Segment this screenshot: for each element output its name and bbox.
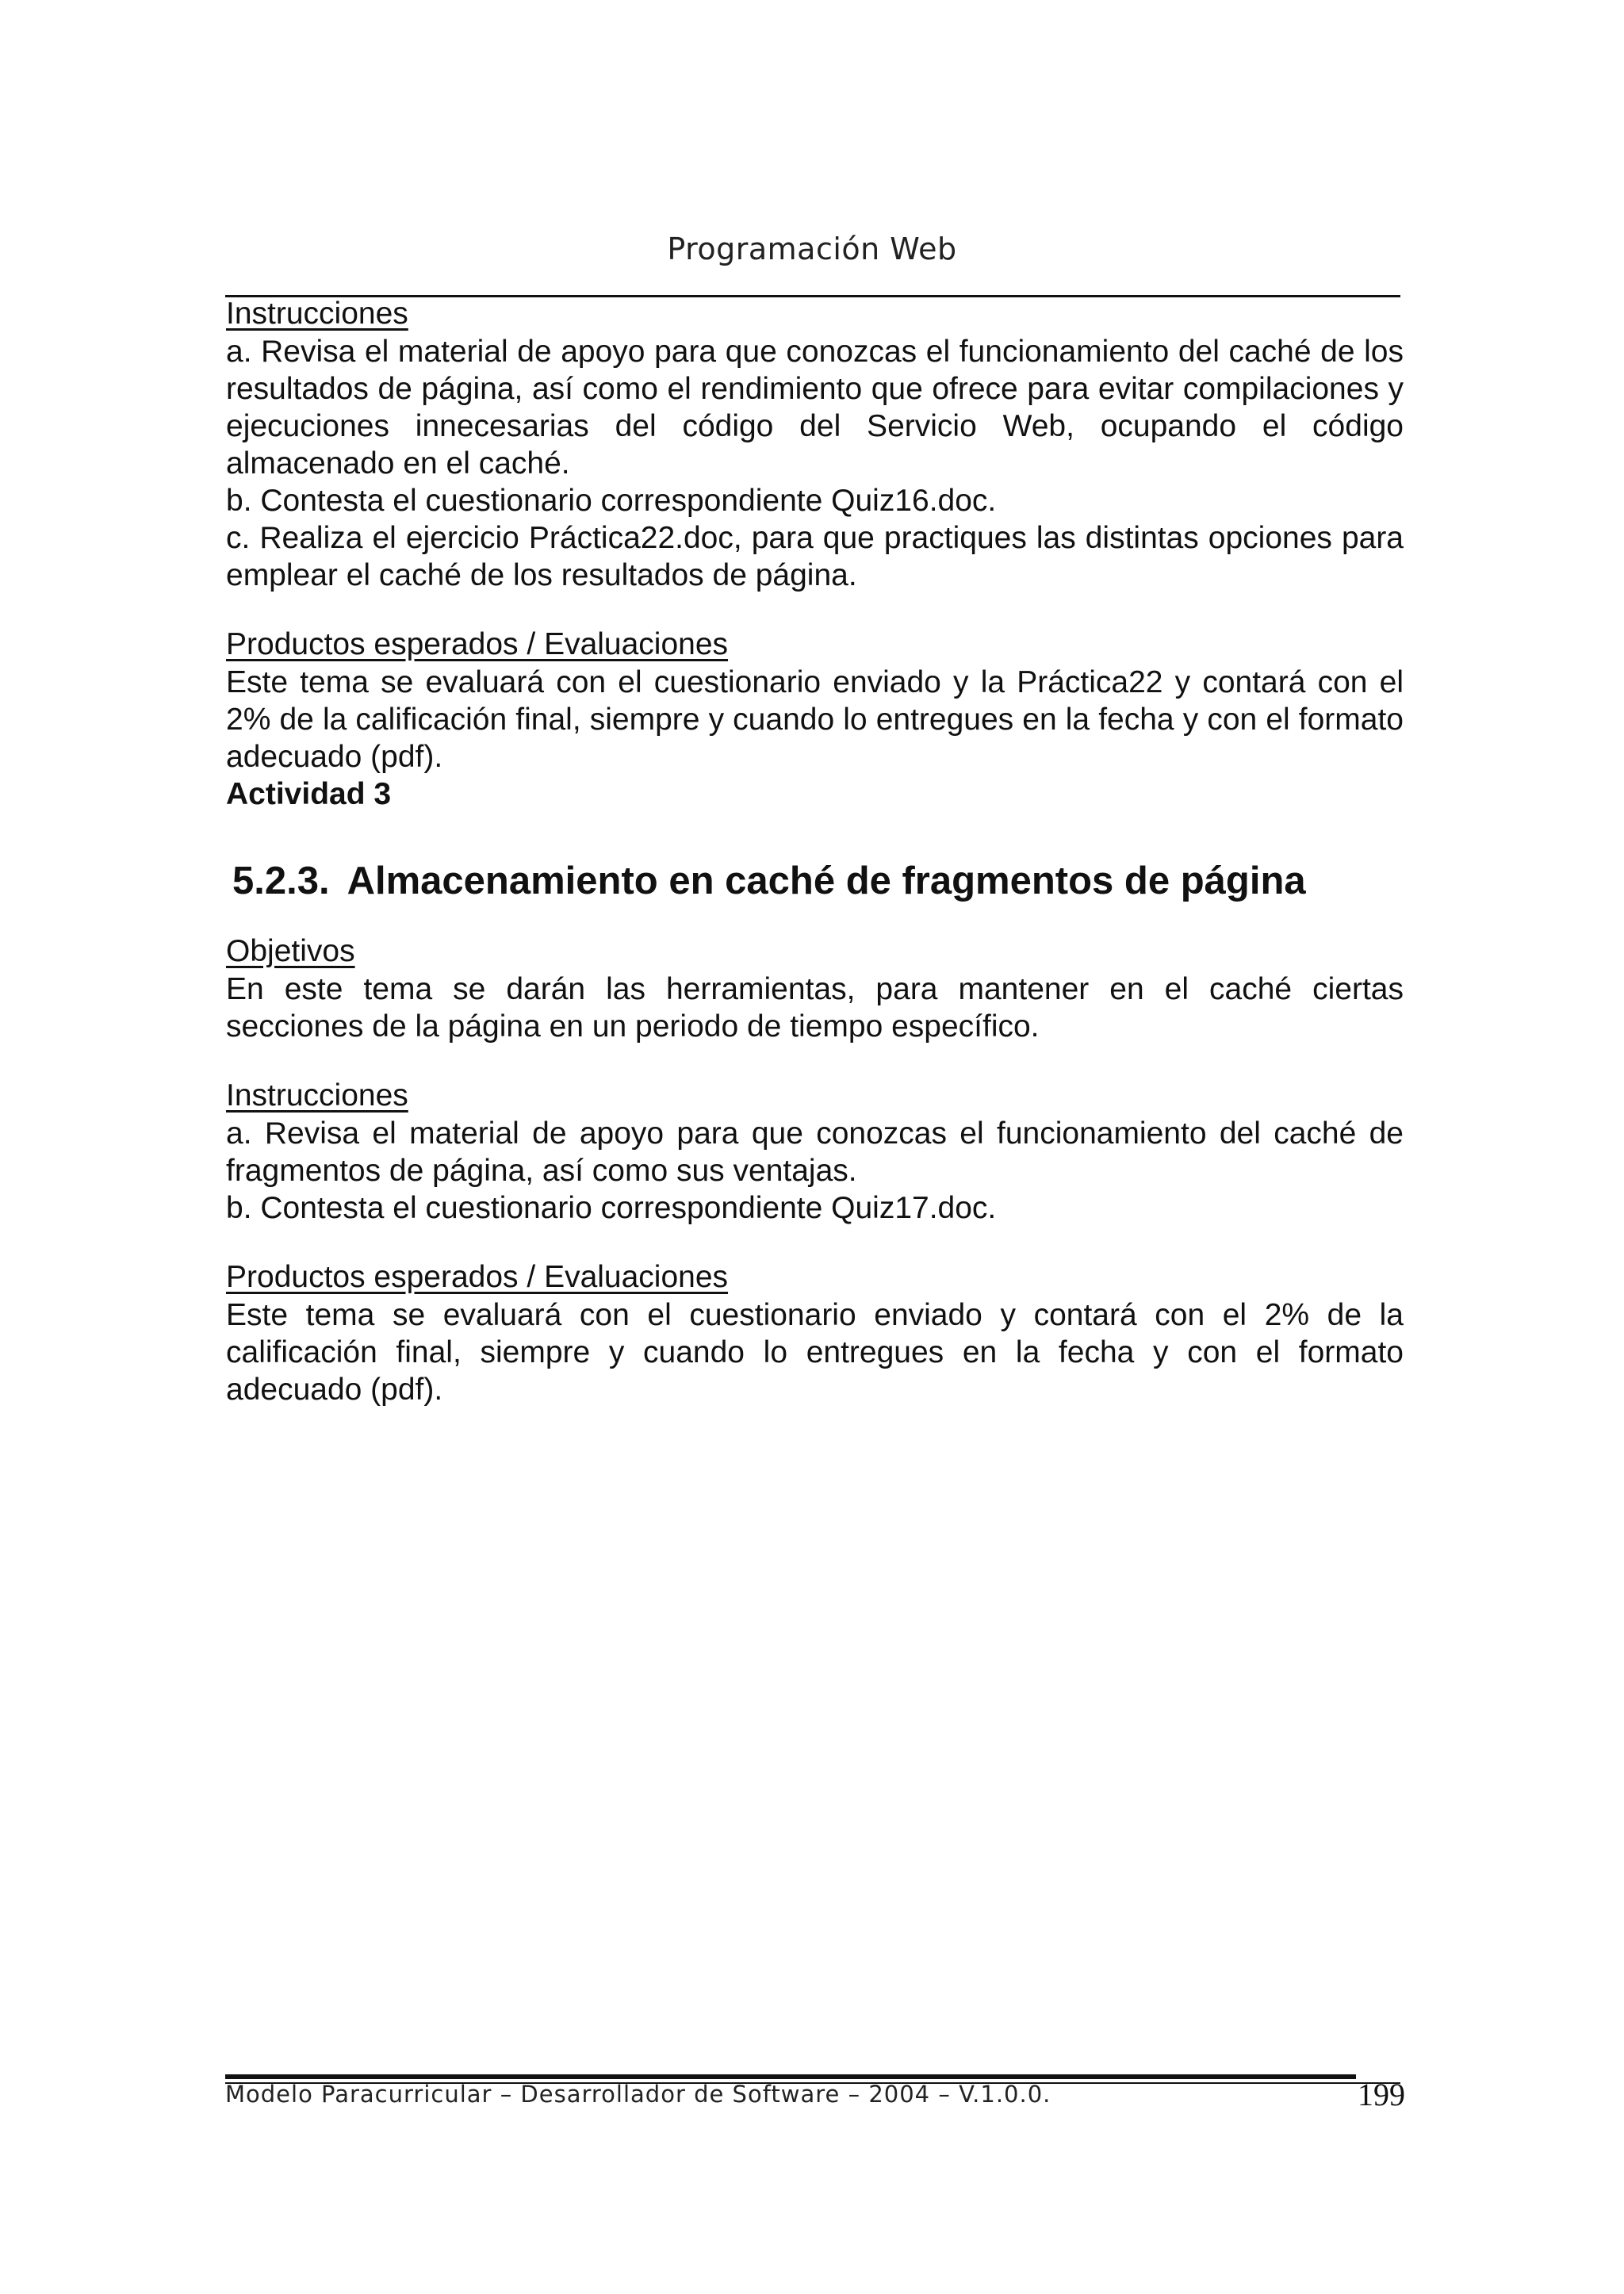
productos-heading: Productos esperados / Evaluaciones xyxy=(226,627,729,661)
instruction-item-a: a. Revisa el material de apoyo para que conozcas el funcionamiento del caché de los resultados de página, así como el rendimiento que ofrece para evitar compilaciones y ejecuciones innecesarias del código del Servicio Web, ocupando el código almacenado en el caché. xyxy=(226,335,1404,481)
objetivos-heading: Objetivos xyxy=(226,934,355,968)
footer-rule-thick xyxy=(225,2074,1356,2079)
footer-text: Modelo Paracurricular – Desarrollador de Software – 2004 – V.1.0.0. xyxy=(225,2081,1051,2108)
productos-heading-2: Productos esperados / Evaluaciones xyxy=(226,1260,729,1294)
section-number: 5.2.3. xyxy=(232,860,330,902)
instrucciones-heading-2: Instrucciones xyxy=(226,1078,408,1113)
productos-text: Este tema se evaluará con el cuestionario enviado y la Práctica22 y contará con el 2% de la calificación final, siempre y cuando lo entregues en la fecha y con el formato adecuado (pdf). xyxy=(226,665,1404,774)
productos-text-2: Este tema se evaluará con el cuestionario enviado y contará con el 2% de la calificación final, siempre y cuando lo entregues en la fecha y con el formato adecuado (pdf). xyxy=(226,1298,1404,1407)
running-header: Programación Web xyxy=(667,232,957,266)
section-title xyxy=(226,858,1404,904)
section-title-text: Almacenamiento en caché de fragmentos de página xyxy=(347,860,1306,902)
activity-label: Actividad 3 xyxy=(226,777,392,811)
instruction-item-b: b. Contesta el cuestionario correspondiente Quiz16.doc. xyxy=(226,484,997,518)
instrucciones-heading: Instrucciones xyxy=(226,297,408,331)
objetivos-text: En este tema se darán las herramientas, para mantener en el caché ciertas secciones de la página en un periodo de tiempo específico. xyxy=(226,972,1404,1044)
instruction-item-b-2: b. Contesta el cuestionario correspondiente Quiz17.doc. xyxy=(226,1191,997,1225)
page-number: 199 xyxy=(1358,2077,1405,2112)
instruction-item-a-2: a. Revisa el material de apoyo para que conozcas el funcionamiento del caché de fragmentos de página, así como sus ventajas. xyxy=(226,1116,1404,1188)
page-content xyxy=(226,295,1404,1408)
instruction-item-c: c. Realiza el ejercicio Práctica22.doc, para que practiques las distintas opciones para emplear el caché de los resultados de página. xyxy=(226,521,1404,592)
